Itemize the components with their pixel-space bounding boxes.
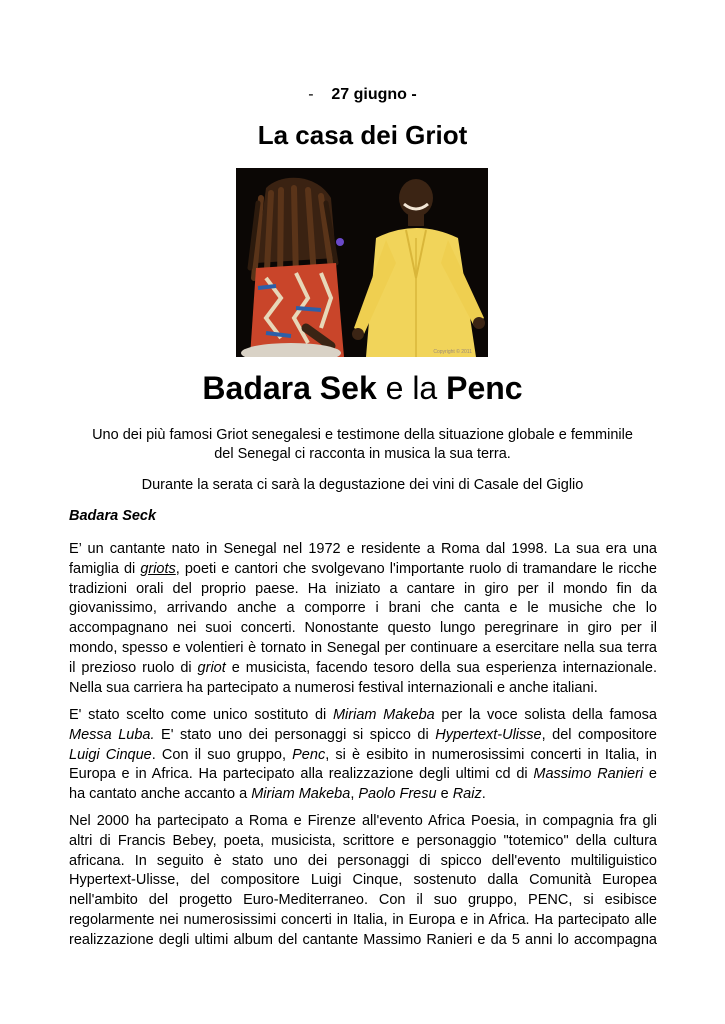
text-line: Messa Luba. E' stato uno dei personaggi si spicco di Hypertext-Ulisse, del compositore	[69, 726, 657, 743]
text-line: E' stato scelto come unico sostituto di Miriam Makeba per la voce solista della famosa	[69, 707, 657, 723]
griots-term: griots	[140, 560, 176, 577]
tasting-note: Durante la serata ci sarà la degustazione dei vini di Casale del Giglio	[141, 477, 584, 493]
text-line: accompagnano nei suoi concerti. Nonostante questo lungo peregrinare in giro per il	[69, 620, 657, 637]
text-line: regolarmente nei numerosissimi concerti in Italia, in Europa e in Africa. Ha partecipato alle	[69, 911, 657, 928]
artist-name: Badara Sek	[202, 370, 377, 406]
text-line: Nel 2000 ha partecipato a Roma e Firenze all'evento Africa Poesia, in compagnia fra gli	[69, 813, 657, 829]
date-line	[0, 86, 725, 104]
intro-line-1: Uno dei più famosi Griot senegalesi e testimone della situazione globale e femminile	[92, 427, 633, 443]
text-line: realizzazione degli ultimi album del cantante Massimo Ranieri e da 5 anni lo accompagna	[69, 931, 657, 948]
text-line: famiglia di griots, poeti e cantori che svolgevano l'importante ruolo di tramandare le ricche	[69, 560, 657, 577]
text-line: mondo, spesso e volentieri è tornato in Senegal per continuare a esercitare nella sua terra	[69, 639, 657, 656]
biography-paragraph-1	[69, 540, 657, 698]
text-line: Luigi Cinque. Con il suo gruppo, Penc, si è esibito in numerosissimi concerti in Italia, in	[69, 746, 657, 763]
text-line: E’ un cantante nato in Senegal nel 1972 e residente a Roma dal 1998. La sua era una	[69, 541, 657, 557]
text-line: ha cantato anche accanto a Miriam Makeba, Paolo Fresu e Raiz.	[69, 786, 486, 803]
text-line: altri di Francis Bebey, poeta, musicista, scrittore e personaggio "totemico" della cultura	[69, 832, 657, 849]
intro-text	[80, 426, 645, 464]
title-connector: e la	[385, 370, 438, 406]
text-line: Nella sua carriera ha partecipato a numerosi festival internazionali e anche italiani.	[69, 679, 598, 696]
section-heading: Badara Seck	[69, 508, 157, 524]
text-line: il prezioso ruolo di griot e musicista, facendo tesoro della sua esperienza internazionale.	[69, 659, 657, 676]
text-line: africana. In seguito è stato uno dei personaggi di spicco dell'evento multiliguistico	[69, 852, 657, 869]
event-date: 27 giugno -	[331, 86, 417, 103]
text-line: tradizioni orali del proprio paese. Ha iniziato a cantare in giro per il mondo fin da	[69, 580, 657, 597]
intro-line-2: del Senegal ci racconta in musica la sua terra.	[214, 446, 511, 462]
main-title	[0, 370, 725, 407]
performer-photo-illustration	[236, 168, 488, 357]
event-title: La casa dei Griot	[257, 120, 468, 150]
text-line: Hypertext-Ulisse, del compositore Luigi Cinque, sostenuto dalla Comunità Europea	[69, 872, 657, 889]
text-line: Europa e in Africa. Ha partecipato alla realizzazione degli ultimi cd di Massimo Ranieri e	[69, 766, 657, 783]
biography-paragraph-2	[69, 706, 657, 805]
performer-photo	[236, 168, 488, 357]
group-name: Penc	[446, 370, 523, 406]
text-line: nell'ambito del progetto Euro-Mediterraneo. Con il suo gruppo, PENC, si esibisce	[69, 892, 657, 909]
photo-credit: Copyright © 2011	[433, 349, 472, 355]
date-dash: -	[308, 86, 314, 103]
text-line: giovanissimo, arrivando anche a comporre i brani che canta e le musiche che lo	[69, 600, 657, 617]
biography-paragraph-3	[69, 812, 657, 951]
